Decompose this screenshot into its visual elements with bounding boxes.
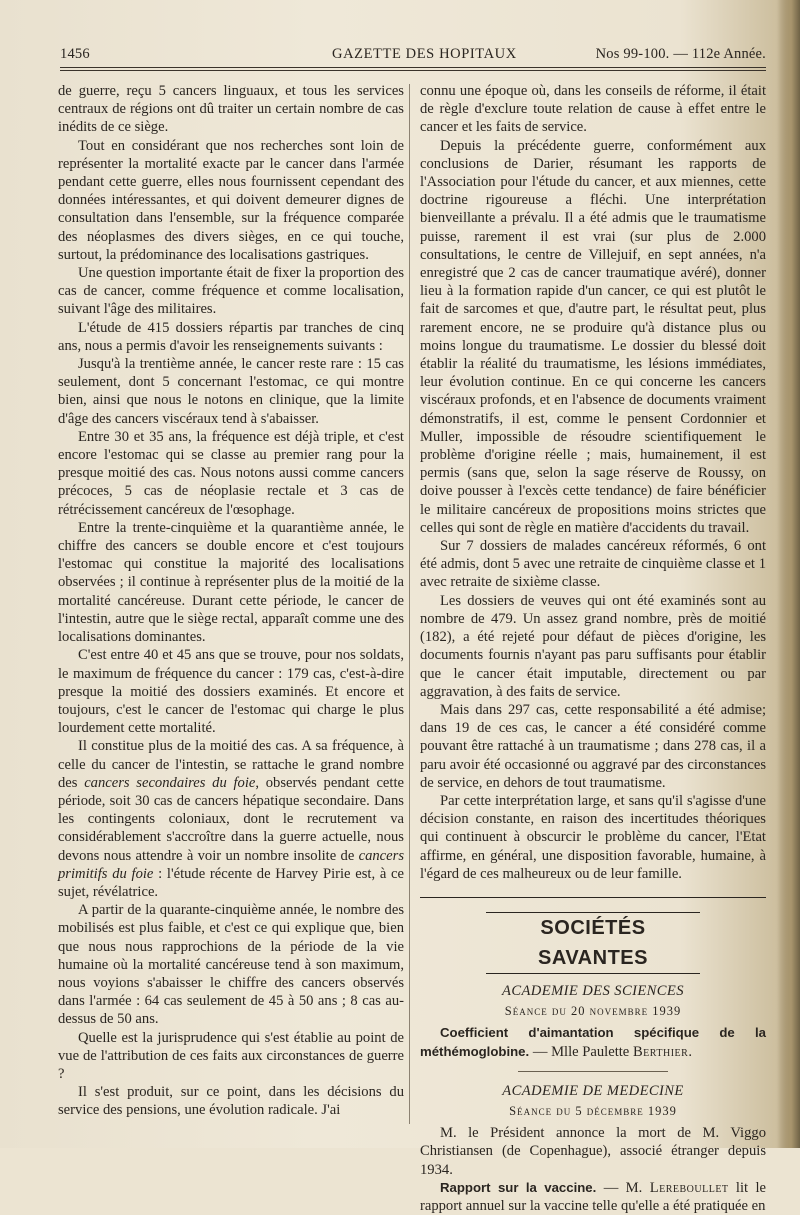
paragraph: Tout en considérant que nos recherches sont loin de représenter la mortalité exacte par le cancer dans l'armée pendant cette guerre, elles nous fournissent cependant des données intéressantes, et qui doivent demeurer dignes de consultation dans l'ensemble, sur la fréquence comparée des néoplasmes des divers sièges, en ce qui touche, surtout, la prédominance des localisations gastriques.: [58, 137, 404, 263]
paragraph: Coefficient d'aimantation spécifique de la méthémoglobine. — Mlle Paulette Berthier.: [420, 1025, 766, 1060]
paragraph: [58, 737, 404, 901]
page-header: [60, 44, 766, 66]
journal-title: GAZETTE DES HOPITAUX: [332, 46, 517, 62]
paragraph: A partir de la quarante-cinquième année, le nombre des mobilisés est plus faible, et c'est ce qui explique que, bien que nous nous rapprochions de la période de la vie humaine où la mortalité cancéreuse tend à son maximum, nous voyions s'abaisser le chiffre des cancers observés dans l'armée : 64 cas seulement de 45 à 50 ans ; 8 cas au-dessus de 50 ans.: [58, 902, 404, 1028]
session-date-value: 5 décembre 1939: [575, 1103, 677, 1118]
paragraph: L'étude de 415 dossiers répartis par tranches de cinq ans, nous a permis d'avoir les renseignements suivants :: [58, 319, 404, 354]
paragraph: de guerre, reçu 5 cancers linguaux, et tous les services centraux de régions ont dû traiter un certain nombre de cas inédits de ce siège.: [58, 83, 404, 136]
issue-info: Nos 99-100. — 112e Année.: [595, 46, 766, 62]
item-title: Rapport sur la vaccine.: [440, 1179, 597, 1195]
session-date-value: 20 novembre 1939: [570, 1004, 682, 1019]
page-edge-shadow: [778, 0, 800, 1148]
paragraph: Depuis la précédente guerre, conformément aux conclusions de Darier, résumant les rapports de l'Association pour l'étude du cancer, et aux miennes, cette doctrine rigoureuse a fléchi. Une interprétation bienveillante a prévalu. Il a été admis que le traumatisme puisse, rarement il est vrai (sur plus de 2.000 consultations, le centre de Villejuif, en sept années, n'a enregistré que 2 cas de cancer traumatique avéré), donner lieu à la formation rapide d'un cancer, ce qui est plutôt le fait de sarcomes et que, d'autre part, le résultat peut, plus rarement encore, ne se produire qu'à distance plus ou moins longue du traumatisme. Le dossier du blessé doit établir la réalité du traumatisme, les lésions immédiates, leur évolution continue. En ce qui concerne les cancers viscéraux profonds, et en l'absence de documents vraiment démonstratifs, il est, comme le pensent Cordonnier et Muller, impossible de résoudre scientifiquement le problème d'origine réelle ; mais, humainement, il est permis (sans que, selon la sage réserve de Roussy, on doive pousser à l'excès cette tendance) de faire bénéficier le militaire cancéreux de propositions moins strictes que celles qui sont de règle en matière d'accidents du travail.: [420, 137, 766, 536]
paragraph: C'est entre 40 et 45 ans que se trouve, pour nos soldats, le maximum de fréquence du cancer : 179 cas, c'est-à-dire presque la moitié des dossiers examinés. Et encore et toujours, c'est le cancer de l'estomac qui charge le plus lourdement cette mortalité.: [58, 647, 404, 737]
author-name: Lereboullet: [649, 1179, 729, 1196]
paragraph: Il s'est produit, sur ce point, dans les décisions du service des pensions, une évolution radicale. J'ai: [58, 1084, 404, 1119]
session-date: [420, 1102, 766, 1120]
emphasis: cancers primitifs du foie: [58, 847, 404, 882]
paragraph: Sur 7 dossiers de malades cancéreux réformés, 6 ont été admis, dont 5 avec une retraite de cinquième classe et 1 avec retraite de sixième classe.: [420, 538, 766, 591]
session-prefix: Séance du: [504, 1004, 567, 1019]
paragraph: Par cette interprétation large, et sans qu'il s'agisse d'une décision constante, en raison des incertitudes théoriques qui continuent à obscurcir le problème du cancer, l'Etat affirme, en général, une disposition favorable, humaine, à l'égard de ces malheureux ou de leur famille.: [420, 792, 766, 882]
text-run: lit le rapport annuel sur la vaccine telle qu'elle a été pratiquée en: [420, 1179, 767, 1214]
section-separator: [518, 1071, 668, 1072]
author-name: Berthier: [632, 1043, 689, 1060]
header-rule: [60, 67, 766, 68]
paragraph: Une question importante était de fixer la proportion des cas de cancer, comme fréquence et comme localisation, suivant l'âge des militaires.: [58, 265, 404, 318]
left-column: [58, 82, 404, 1120]
column-divider: [409, 84, 410, 1124]
academy-title: ACADEMIE DES SCIENCES: [502, 982, 684, 999]
paragraph: Quelle est la jurisprudence qui s'est établie au point de vue de l'attribution de ces faits aux circonstances de guerre ?: [58, 1029, 404, 1082]
section-rule: [420, 897, 766, 898]
header-rule-double: [60, 70, 766, 71]
text-run: — Mlle Paulette: [529, 1043, 630, 1060]
academy-title: ACADEMIE DE MEDECINE: [502, 1082, 684, 1099]
text-run: Il constitue plus de la moitié des cas. A sa fréquence, à celle du cancer de l'intestin, se rattache le grand nombre des: [58, 738, 404, 791]
text-run: — M.: [596, 1179, 643, 1196]
text-run: , observés pendant cette période, soit 30 cas de cancers hépatique secondaire. Dans les contingents coloniaux, dont le recrutement va considérablement s'accroître dans la guerre actuelle, nous devons nous attendre à voir un nombre insolite de: [58, 774, 405, 864]
paragraph: connu une époque où, dans les conseils de réforme, il était de règle d'exclure toute relation de cause à effet entre le cancer et les faits de service.: [420, 83, 766, 136]
item-title: Coefficient d'aimantation spécifique de la méthémoglobine.: [420, 1025, 766, 1059]
paragraph: Entre la trente-cinquième et la quarantième année, le chiffre des cancers se double encore et c'est toujours l'estomac qui constitue la majorité des localisations observées ; il continue à représenter plus de la moitié de la mortalité cancéreuse. Durant cette période, le cancer de l'intestin, autre que le siège rectal, apparaît comme une des localisations dominantes.: [58, 519, 404, 646]
emphasis: cancers secondaires du foie: [84, 774, 256, 791]
section-banner: SOCIÉTÉS SAVANTES: [486, 912, 700, 974]
paragraph: Jusqu'à la trentième année, le cancer reste rare : 15 cas seulement, dont 5 concernant l'estomac, ce qui montre bien, ainsi que nous le notons en clinique, que la limite d'âge des cancers viscéraux tend à s'abaisser.: [58, 356, 404, 427]
paragraph: M. le Président annonce la mort de M. Viggo Christiansen (de Copenhague), associé étranger depuis 1934.: [420, 1125, 766, 1178]
paragraph: Entre 30 et 35 ans, la fréquence est déjà triple, et c'est encore l'estomac qui se classe au premier rang pour la presque moitié des cas. Nous notons aussi comme cancers précoces, 5 cas de néoplasie rectale et 3 cas de rétrécissement cancéreux de l'œsophage.: [58, 428, 404, 518]
text-run: : l'étude récente de Harvey Pirie est, à ce sujet, révélatrice.: [58, 865, 404, 900]
page-number: 1456: [60, 46, 90, 62]
paragraph: Mais dans 297 cas, cette responsabilité a été admise; dans 19 de ces cas, le cancer a été considéré comme pouvant être rattaché à un traumatisme ; dans 278 cas, il a paru avoir été occasionné ou aggravé par des circonstances de service, en dehors de tout traumatisme.: [420, 701, 766, 791]
paragraph: Les dossiers de veuves qui ont été examinés sont au nombre de 479. Un assez grand nombre, près de moitié (182), a été rejeté pour défaut de pièces d'origine, les documents fournis n'ayant pas paru suffisants pour établir que le cancer était imputable, directement ou par aggravation, à des faits de service.: [420, 592, 766, 700]
session-date: [420, 1002, 766, 1020]
paragraph: [420, 1179, 766, 1215]
right-column: [420, 82, 766, 1215]
session-prefix: Séance du: [509, 1103, 572, 1118]
